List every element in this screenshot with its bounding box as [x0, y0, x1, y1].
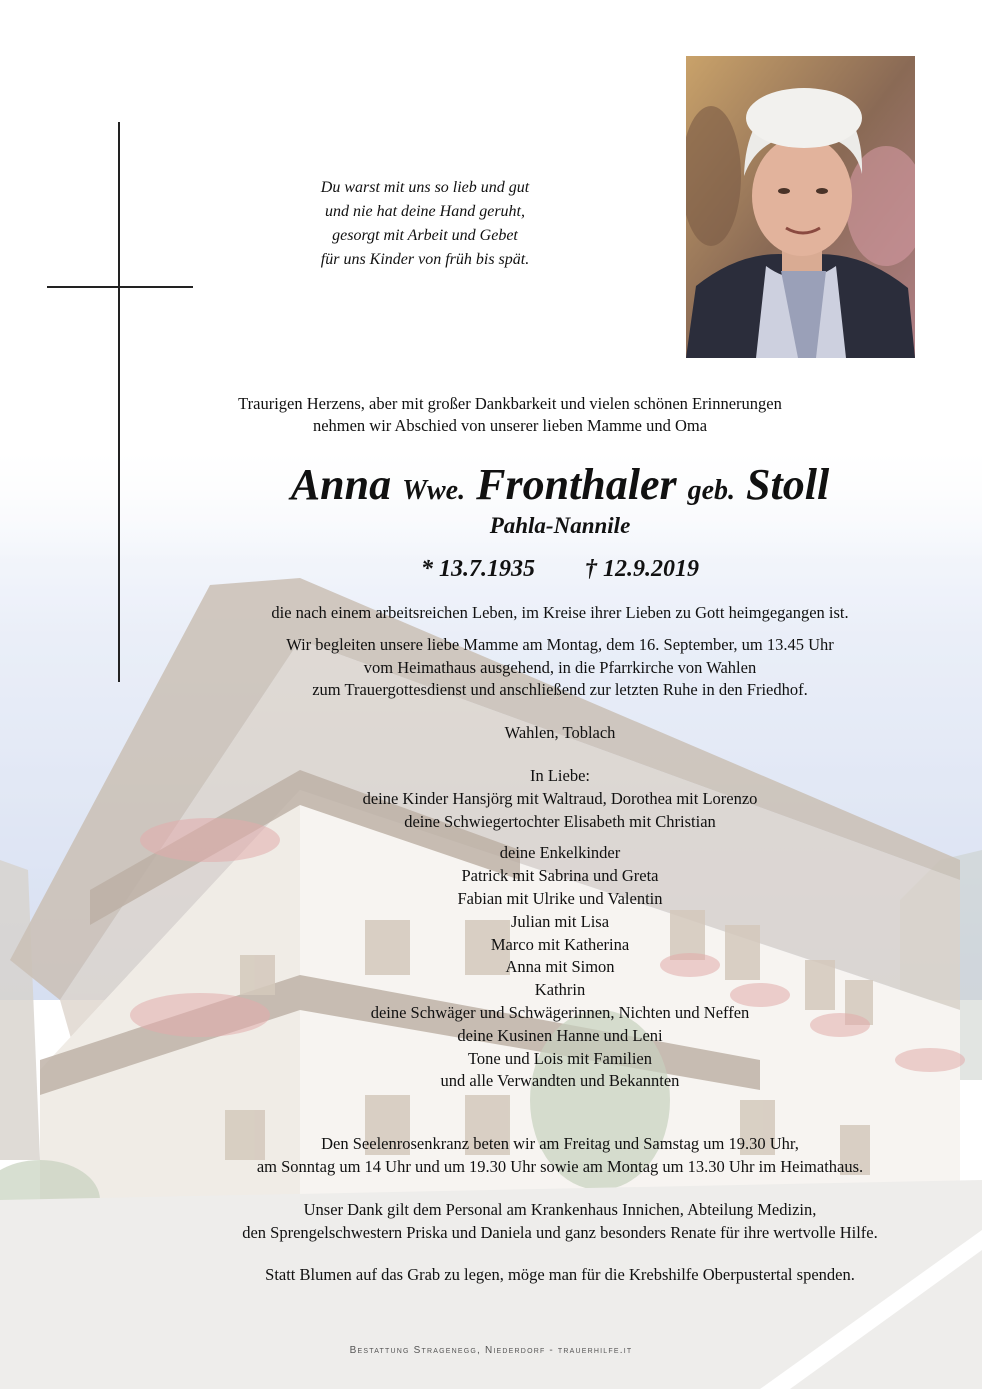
mourner-line: Anna mit Simon	[505, 957, 615, 977]
life-dates	[70, 554, 982, 584]
mourner-line: deine Schwäger und Schwägerinnen, Nichten und Neffen	[370, 1002, 750, 1022]
mourner-line: deine Kusinen Hanne und Leni	[457, 1025, 663, 1045]
mourner-line: Tone und Lois mit Familien	[468, 1048, 652, 1068]
mourner-line: und alle Verwandten und Bekannten	[440, 1071, 680, 1091]
passed-text: die nach einem arbeitsreichen Leben, im Kreise ihrer Lieben zu Gott heimgegangen ist.	[271, 603, 849, 622]
funeral-line: Wir begleiten unsere liebe Mamme am Montag, dem 16. September, um 13.45 Uhr	[286, 634, 834, 654]
widow-abbrev: Wwe.	[402, 475, 466, 506]
death-date: † 12.9.2019	[585, 556, 699, 582]
poem-line: gesorgt mit Arbeit und Gebet	[332, 227, 518, 244]
funeral-line: zum Trauergottesdienst und anschließend zur letzten Ruhe in den Friedhof.	[312, 680, 808, 700]
portrait-photo	[686, 56, 915, 358]
intro-line: nehmen wir Abschied von unserer lieben Mamme und Oma	[312, 416, 708, 435]
notice-body	[70, 602, 982, 1287]
mourner-line: Kathrin	[534, 980, 586, 1000]
last-name: Fronthaler	[476, 460, 677, 509]
poem-line: Du warst mit uns so lieb und gut	[320, 179, 530, 196]
birth-date: * 13.7.1935	[421, 556, 535, 582]
poem-line: und nie hat deine Hand geruht,	[325, 203, 525, 220]
funeral-home-footer: Bestattung Stragenegg, Niederdorf - trauerhilfe.it	[349, 1345, 633, 1356]
funeral-line: vom Heimathaus ausgehend, in die Pfarrkirche von Wahlen	[363, 657, 757, 677]
rosary-line: am Sonntag um 14 Uhr und um 19.30 Uhr sowie am Montag um 13.30 Uhr im Heimathaus.	[256, 1156, 864, 1176]
donation-text: Statt Blumen auf das Grab zu legen, möge man für die Krebshilfe Oberpustertal spenden.	[265, 1265, 855, 1285]
poem	[250, 176, 600, 272]
mourner-line: Julian mit Lisa	[510, 911, 610, 931]
deceased-name	[70, 458, 982, 518]
first-name: Anna	[290, 460, 392, 509]
mourner-line: deine Enkelkinder	[499, 843, 621, 863]
mourner-line: Fabian mit Ulrike und Valentin	[457, 888, 663, 908]
mourner-line: Patrick mit Sabrina und Greta	[461, 866, 659, 886]
mourner-line: deine Kinder Hansjörg mit Waltraud, Dorothea mit Lorenzo	[362, 788, 758, 808]
poem-line: für uns Kinder von früh bis spät.	[320, 251, 530, 268]
maiden-name: Stoll	[746, 460, 830, 509]
nickname: Pahla-Nannile	[489, 513, 631, 538]
place-text: Wahlen, Toblach	[504, 723, 616, 743]
cross-horizontal-bar	[47, 286, 193, 288]
thanks-line: Unser Dank gilt dem Personal am Krankenhaus Innichen, Abteilung Medizin,	[303, 1199, 817, 1219]
mourner-line: Marco mit Katherina	[490, 934, 630, 954]
rosary-line: Den Seelenrosenkranz beten wir am Freitag und Samstag um 19.30 Uhr,	[321, 1134, 799, 1154]
intro-text	[70, 393, 950, 437]
thanks-line: den Sprengelschwestern Priska und Daniela und ganz besonders Renate für ihre wertvolle Hilfe.	[242, 1222, 878, 1242]
in-love-label: In Liebe:	[529, 765, 590, 785]
nee-abbrev: geb.	[687, 475, 736, 506]
intro-line: Traurigen Herzens, aber mit großer Dankbarkeit und vielen schönen Erinnerungen	[238, 394, 782, 413]
mourner-line: deine Schwiegertochter Elisabeth mit Christian	[404, 811, 716, 831]
